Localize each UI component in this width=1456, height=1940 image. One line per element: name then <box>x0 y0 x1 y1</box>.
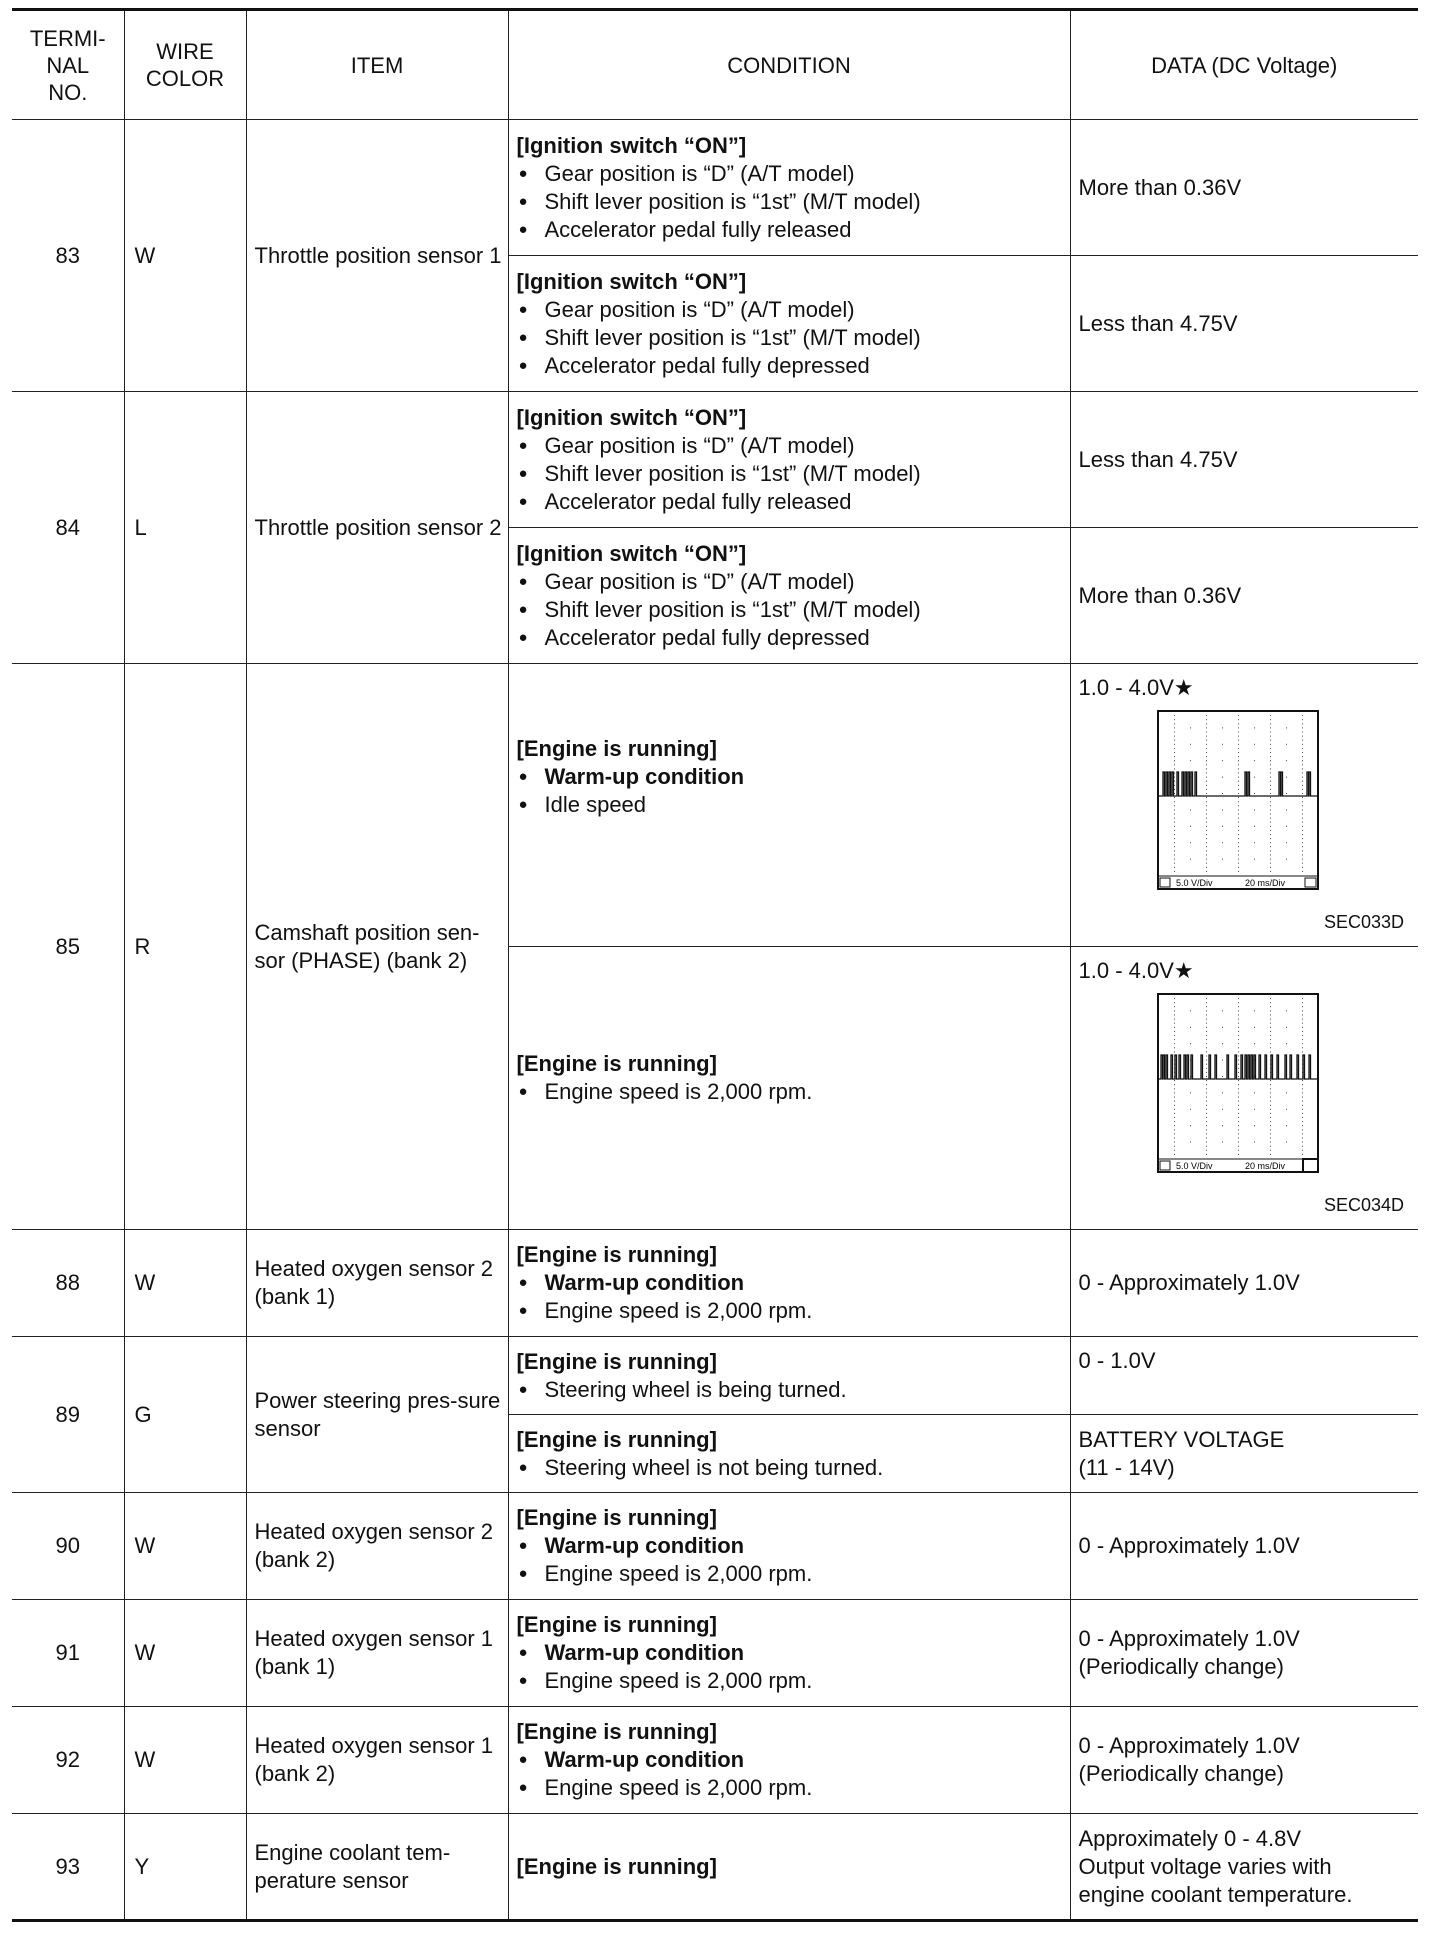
condition-bullet: ● Accelerator pedal fully released <box>517 488 1070 516</box>
data-cell <box>1070 1707 1418 1814</box>
data-value: 1.0 - 4.0V★ <box>1078 958 1194 983</box>
condition-cell <box>508 1230 1070 1337</box>
condition-bullet: ● Accelerator pedal fully depressed <box>517 352 1070 380</box>
terminal-number: 89 <box>12 1337 124 1493</box>
condition-cell <box>508 1814 1070 1921</box>
condition-cell <box>508 1600 1070 1707</box>
condition-bullet: ● Gear position is “D” (A/T model) <box>517 160 1070 188</box>
scale-time: 20 ms/Div <box>1244 1161 1285 1171</box>
table-row <box>12 664 1418 947</box>
condition-title: [Engine is running] <box>516 1719 717 1744</box>
table-row <box>12 1337 1418 1415</box>
ecm-terminal-table <box>12 8 1418 1922</box>
terminal-number: 83 <box>12 120 124 392</box>
table-row <box>12 120 1418 256</box>
condition-bullet: ● Steering wheel is not being turned. <box>517 1454 1070 1482</box>
data-value: 1.0 - 4.0V★ <box>1078 675 1194 700</box>
condition-bullet: ● Engine speed is 2,000 rpm. <box>517 1297 1070 1325</box>
condition-title: [Engine is running] <box>516 1853 717 1879</box>
header-row <box>12 10 1418 120</box>
condition-title: [Engine is running] <box>516 1505 717 1530</box>
oscilloscope-waveform-2000rpm <box>1157 993 1321 1175</box>
condition-bullet: ● Engine speed is 2,000 rpm. <box>517 1560 1070 1588</box>
wire-color: W <box>124 120 246 392</box>
table-row <box>12 1814 1418 1921</box>
data-value: More than 0.36V <box>1070 120 1418 256</box>
condition-cell <box>508 392 1070 528</box>
data-value: (Periodically change) <box>1078 1654 1284 1679</box>
data-value: (11 - 14V) <box>1078 1454 1175 1480</box>
condition-bullet: ● Engine speed is 2,000 rpm. <box>517 1667 1070 1695</box>
condition-bullet: ● Warm-up condition <box>517 1269 1070 1297</box>
data-cell <box>1070 664 1418 947</box>
scale-volts: 5.0 V/Div <box>1175 1161 1213 1171</box>
condition-bullet: ● Accelerator pedal fully released <box>517 216 1070 244</box>
header-data: DATA (DC Voltage) <box>1070 10 1418 120</box>
wire-color: L <box>124 392 246 664</box>
condition-bullet: ● Gear position is “D” (A/T model) <box>517 432 1070 460</box>
wire-color: W <box>124 1600 246 1707</box>
wire-color: W <box>124 1707 246 1814</box>
data-cell <box>1070 1415 1418 1493</box>
condition-title: [Engine is running] <box>516 1426 717 1452</box>
condition-bullet: ● Shift lever position is “1st” (M/T model) <box>517 324 1070 352</box>
condition-title: [Engine is running] <box>516 1348 717 1374</box>
data-value: engine coolant temperature. <box>1078 1881 1353 1907</box>
condition-cell <box>508 256 1070 392</box>
condition-title: [Engine is running] <box>516 1242 717 1267</box>
data-cell <box>1070 1600 1418 1707</box>
item-name: Heated oxygen sensor 1 (bank 1) <box>246 1600 508 1707</box>
figure-code: SEC034D <box>1323 1195 1404 1215</box>
oscilloscope-waveform-idle <box>1157 710 1321 892</box>
item-name: Throttle position sensor 2 <box>246 392 508 664</box>
condition-cell <box>508 1415 1070 1493</box>
item-name: Engine coolant tem-perature sensor <box>246 1814 508 1921</box>
item-name: Power steering pres-sure sensor <box>246 1337 508 1493</box>
condition-cell <box>508 1493 1070 1600</box>
scale-volts: 5.0 V/Div <box>1175 878 1213 888</box>
item-name: Throttle position sensor 1 <box>246 120 508 392</box>
header-item: ITEM <box>246 10 508 120</box>
condition-title: [Engine is running] <box>516 1051 717 1076</box>
item-name: Heated oxygen sensor 1 (bank 2) <box>246 1707 508 1814</box>
data-value: Output voltage varies with <box>1078 1853 1332 1879</box>
item-name: Heated oxygen sensor 2 (bank 2) <box>246 1493 508 1600</box>
terminal-number: 92 <box>12 1707 124 1814</box>
table-row <box>12 1230 1418 1337</box>
condition-bullet: ● Shift lever position is “1st” (M/T model) <box>517 460 1070 488</box>
data-value: Less than 4.75V <box>1070 256 1418 392</box>
condition-bullet: ● Steering wheel is being turned. <box>517 1376 1070 1404</box>
condition-cell <box>508 664 1070 947</box>
figure-code: SEC033D <box>1323 912 1404 932</box>
header-condition: CONDITION <box>508 10 1070 120</box>
condition-bullet: ● Shift lever position is “1st” (M/T model) <box>517 596 1070 624</box>
condition-bullet: ● Gear position is “D” (A/T model) <box>517 568 1070 596</box>
condition-bullet: ● Gear position is “D” (A/T model) <box>517 296 1070 324</box>
scale-time: 20 ms/Div <box>1244 878 1285 888</box>
condition-title: [Ignition switch “ON”] <box>516 404 747 430</box>
table-row <box>12 1600 1418 1707</box>
condition-cell <box>508 528 1070 664</box>
condition-cell <box>508 120 1070 256</box>
item-name: Heated oxygen sensor 2 (bank 1) <box>246 1230 508 1337</box>
wire-color: R <box>124 664 246 1230</box>
condition-title: [Engine is running] <box>516 736 717 761</box>
condition-cell <box>508 947 1070 1230</box>
condition-bullet: ● Warm-up condition <box>517 1532 1070 1560</box>
condition-cell <box>508 1707 1070 1814</box>
header-wire-color: WIRE COLOR <box>124 10 246 120</box>
data-value: BATTERY VOLTAGE <box>1078 1426 1285 1452</box>
table-row <box>12 392 1418 528</box>
item-name: Camshaft position sen-sor (PHASE) (bank 2) <box>246 664 508 1230</box>
condition-bullet: ● Shift lever position is “1st” (M/T model) <box>517 188 1070 216</box>
condition-title: [Ignition switch “ON”] <box>516 132 747 158</box>
condition-bullet: ● Warm-up condition <box>517 763 1070 791</box>
data-value: Less than 4.75V <box>1070 392 1418 528</box>
terminal-number: 84 <box>12 392 124 664</box>
wire-color: Y <box>124 1814 246 1921</box>
terminal-number: 91 <box>12 1600 124 1707</box>
terminal-number: 90 <box>12 1493 124 1600</box>
terminal-number: 88 <box>12 1230 124 1337</box>
data-value: 0 - Approximately 1.0V <box>1078 1733 1300 1758</box>
data-value: Approximately 0 - 4.8V <box>1078 1825 1302 1851</box>
condition-bullet: ● Warm-up condition <box>517 1639 1070 1667</box>
condition-bullet: ● Engine speed is 2,000 rpm. <box>517 1774 1070 1802</box>
wire-color: G <box>124 1337 246 1493</box>
condition-title: [Ignition switch “ON”] <box>516 540 747 566</box>
data-cell <box>1070 947 1418 1230</box>
table-row <box>12 1493 1418 1600</box>
data-value: 0 - Approximately 1.0V <box>1078 1626 1300 1651</box>
condition-bullet: ● Engine speed is 2,000 rpm. <box>517 1078 1070 1106</box>
terminal-number: 85 <box>12 664 124 1230</box>
data-value: 0 - 1.0V <box>1070 1337 1418 1415</box>
condition-bullet: ● Warm-up condition <box>517 1746 1070 1774</box>
terminal-number: 93 <box>12 1814 124 1921</box>
data-value: 0 - Approximately 1.0V <box>1070 1493 1418 1600</box>
terminal-table-page <box>12 8 1418 1922</box>
wire-color: W <box>124 1230 246 1337</box>
condition-bullet: ● Accelerator pedal fully depressed <box>517 624 1070 652</box>
data-value: More than 0.36V <box>1070 528 1418 664</box>
data-cell <box>1070 1814 1418 1921</box>
condition-cell <box>508 1337 1070 1415</box>
header-terminal: TERMI- NAL NO. <box>12 10 124 120</box>
data-value: 0 - Approximately 1.0V <box>1070 1230 1418 1337</box>
data-value: (Periodically change) <box>1078 1761 1284 1786</box>
condition-bullet: ● Idle speed <box>517 791 1070 819</box>
condition-title: [Engine is running] <box>516 1612 717 1637</box>
condition-title: [Ignition switch “ON”] <box>516 268 747 294</box>
wire-color: W <box>124 1493 246 1600</box>
table-row <box>12 1707 1418 1814</box>
